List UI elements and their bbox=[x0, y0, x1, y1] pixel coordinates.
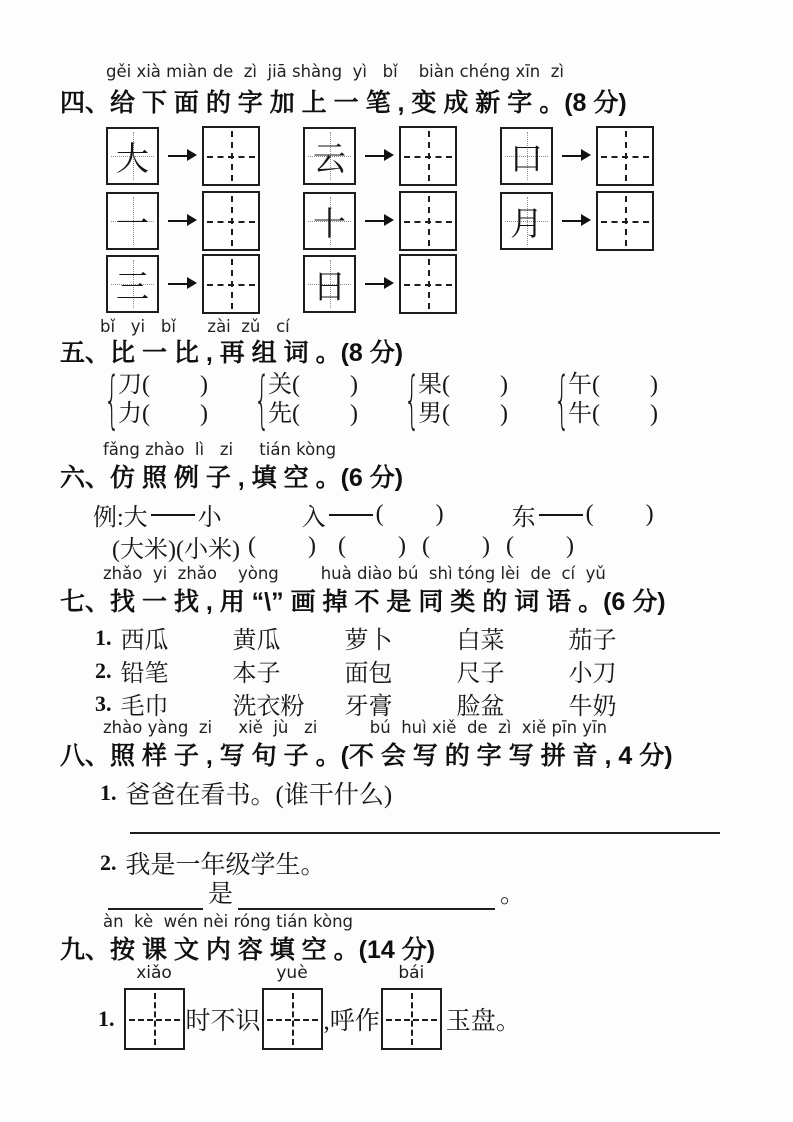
paren-open: ( bbox=[592, 401, 600, 427]
word: 白菜 bbox=[456, 628, 505, 654]
paren-close: ) bbox=[200, 401, 208, 427]
source-char-box bbox=[303, 255, 356, 313]
pair-char: 果 bbox=[418, 372, 442, 398]
brace-icon: { bbox=[254, 363, 270, 436]
paren-open: ( bbox=[292, 401, 300, 427]
answer-box bbox=[596, 126, 654, 186]
period: 。 bbox=[500, 881, 526, 908]
box-pinyin-label: xiǎo bbox=[136, 963, 172, 983]
word: 毛巾 bbox=[120, 694, 169, 720]
pinyin-answer-box bbox=[262, 963, 323, 1050]
box-guide-line bbox=[404, 156, 452, 158]
paren-open: ( bbox=[442, 401, 450, 427]
pair-column bbox=[418, 371, 508, 429]
paren-open: ( bbox=[442, 372, 450, 398]
item-number: 2. bbox=[95, 657, 112, 683]
compare-pair bbox=[98, 363, 248, 436]
section8-title: 八、照 样 子 , 写 句 子 。(不 会 写 的 字 写 拼 音 , 4 分) bbox=[60, 742, 673, 770]
source-char: 一 bbox=[116, 206, 149, 243]
arrow-right-icon bbox=[168, 220, 194, 223]
section4-pinyin: gěi xià miàn de zì jiā shàng yì bǐ biàn chéng xīn zì bbox=[106, 62, 564, 81]
box-guide-line bbox=[207, 284, 255, 286]
add-stroke-item bbox=[303, 191, 500, 251]
box-guide-line bbox=[231, 131, 233, 181]
word: 萝卜 bbox=[344, 628, 393, 654]
word: 茄子 bbox=[568, 628, 617, 654]
sentence-text: 爸爸在看书。(谁干什么) bbox=[125, 782, 393, 809]
box-guide-line bbox=[207, 221, 255, 223]
example-word: 大 bbox=[123, 505, 148, 531]
add-stroke-item bbox=[106, 126, 303, 186]
box-guide-line bbox=[231, 196, 233, 246]
section9-title: 九、按 课 文 内 容 填 空 。(14 分) bbox=[60, 936, 436, 964]
paren-close: ) bbox=[650, 372, 658, 398]
paren-close: ) bbox=[645, 501, 654, 527]
item-number: 1. bbox=[98, 1006, 115, 1031]
add-stroke-item bbox=[303, 126, 500, 186]
brace-icon: { bbox=[404, 363, 420, 436]
paren-open: ( bbox=[585, 501, 594, 527]
word: 面包 bbox=[344, 661, 393, 687]
verse-text: 时不识 bbox=[185, 1008, 261, 1035]
answer-box bbox=[399, 126, 457, 186]
source-char: 十 bbox=[313, 206, 346, 243]
item-number: 1. bbox=[95, 624, 112, 650]
item-number: 1. bbox=[100, 780, 117, 805]
word: 小刀 bbox=[568, 661, 617, 687]
paren-close: ) bbox=[200, 372, 208, 398]
box-guide-line bbox=[267, 1019, 318, 1021]
paren-open: ( bbox=[592, 372, 600, 398]
box-guide-line bbox=[404, 221, 452, 223]
section7-pinyin: zhǎo yi zhǎo yòng huà diào bú shì tóng lèi de cí yǔ bbox=[103, 564, 606, 583]
word: 脸盆 bbox=[456, 694, 505, 720]
text-fill-row bbox=[98, 963, 521, 1050]
paren-close: ) bbox=[500, 401, 508, 427]
pair-column bbox=[568, 371, 658, 429]
arrow-right-icon bbox=[562, 220, 588, 223]
example-label: 例: bbox=[93, 505, 124, 531]
pair-char: 先 bbox=[268, 401, 292, 427]
answer-box bbox=[381, 988, 442, 1050]
section8-pinyin: zhào yàng zi xiě jù zi bú huì xiě de zì xiě pīn yīn bbox=[103, 718, 608, 737]
answer-box bbox=[596, 191, 654, 251]
paren-close: ) bbox=[565, 533, 574, 559]
word-list-row bbox=[95, 653, 617, 688]
answer-box bbox=[262, 988, 323, 1050]
paren-open: ( bbox=[421, 533, 430, 559]
add-stroke-item bbox=[106, 254, 303, 314]
pinyin-answer-box bbox=[124, 963, 185, 1050]
paren-open: ( bbox=[142, 401, 150, 427]
box-guide-line bbox=[601, 156, 649, 158]
verse-text: ,呼作 bbox=[323, 1008, 380, 1035]
sentence-text: 我是一年级学生。 bbox=[125, 852, 326, 879]
paren-open: ( bbox=[505, 533, 514, 559]
paren-open: ( bbox=[375, 501, 384, 527]
arrow-right-icon bbox=[365, 283, 391, 286]
add-stroke-row bbox=[106, 254, 500, 314]
compare-pair bbox=[248, 363, 398, 436]
arrow-right-icon bbox=[562, 155, 588, 158]
paren-open: ( bbox=[292, 372, 300, 398]
box-guide-line bbox=[207, 156, 255, 158]
compare-pairs-row bbox=[98, 363, 698, 436]
box-guide-line bbox=[428, 259, 430, 309]
answer-blank bbox=[238, 878, 495, 910]
example-word: 小 bbox=[197, 505, 222, 531]
answer-box bbox=[399, 254, 457, 314]
answer-box bbox=[124, 988, 185, 1050]
pair-column bbox=[118, 371, 208, 429]
paren-close: ) bbox=[500, 372, 508, 398]
fill-word: 是 bbox=[208, 881, 234, 908]
pair-char: 力 bbox=[118, 401, 142, 427]
section7-title: 七、找 一 找 , 用 “\” 画 掉 不 是 同 类 的 词 语 。(6 分) bbox=[60, 588, 666, 616]
question-word: 东 bbox=[511, 505, 536, 531]
source-char-box bbox=[106, 255, 159, 313]
long-dash bbox=[329, 514, 373, 516]
source-char: 大 bbox=[116, 141, 149, 178]
section4-title: 四、给 下 面 的 字 加 上 一 笔 , 变 成 新 字 。(8 分) bbox=[60, 89, 627, 117]
source-char-box bbox=[106, 127, 159, 185]
compare-pair bbox=[398, 363, 548, 436]
answer-box bbox=[202, 126, 260, 186]
section6-pinyin: fǎng zhào lì zi tián kòng bbox=[103, 440, 337, 459]
answer-line bbox=[130, 832, 720, 834]
paren-close: ) bbox=[435, 501, 444, 527]
example-answer-row bbox=[112, 529, 574, 564]
source-char-box bbox=[500, 127, 553, 185]
box-guide-line bbox=[428, 196, 430, 246]
filled-answer: (大米) bbox=[112, 537, 176, 563]
box-guide-line bbox=[154, 993, 156, 1045]
word: 牛奶 bbox=[568, 694, 617, 720]
source-char-box bbox=[106, 192, 159, 250]
pair-char: 午 bbox=[568, 372, 592, 398]
answer-blank bbox=[108, 878, 203, 910]
source-char: 三 bbox=[116, 269, 149, 306]
answer-box bbox=[202, 191, 260, 251]
box-guide-line bbox=[292, 993, 294, 1045]
source-char-box bbox=[303, 127, 356, 185]
paren-close: ) bbox=[350, 372, 358, 398]
arrow-right-icon bbox=[365, 155, 391, 158]
paren-close: ) bbox=[397, 533, 406, 559]
paren-open: ( bbox=[337, 533, 346, 559]
pair-char: 牛 bbox=[568, 401, 592, 427]
paren-close: ) bbox=[481, 533, 490, 559]
pair-char: 刀 bbox=[118, 372, 142, 398]
verse-text: 玉盘。 bbox=[445, 1008, 521, 1035]
paren-close: ) bbox=[650, 401, 658, 427]
add-stroke-row bbox=[106, 126, 697, 186]
paren-close: ) bbox=[307, 533, 316, 559]
pinyin-answer-box bbox=[381, 963, 442, 1050]
word: 铅笔 bbox=[120, 661, 169, 687]
section5-title: 五、比 一 比 , 再 组 词 。(8 分) bbox=[60, 339, 404, 367]
answer-box bbox=[202, 254, 260, 314]
section9-pinyin: àn kè wén nèi róng tián kòng bbox=[103, 912, 354, 931]
box-guide-line bbox=[231, 259, 233, 309]
box-guide-line bbox=[386, 1019, 437, 1021]
box-guide-line bbox=[601, 221, 649, 223]
add-stroke-item bbox=[106, 191, 303, 251]
brace-icon: { bbox=[554, 363, 570, 436]
question-word: 入 bbox=[301, 505, 326, 531]
compare-pair bbox=[548, 363, 698, 436]
source-char: 月 bbox=[510, 206, 543, 243]
sentence-item bbox=[100, 775, 392, 811]
answer-box bbox=[399, 191, 457, 251]
arrow-right-icon bbox=[168, 155, 194, 158]
item-number: 2. bbox=[100, 850, 117, 875]
word: 洗衣粉 bbox=[232, 694, 305, 720]
add-stroke-row bbox=[106, 191, 697, 251]
word: 黄瓜 bbox=[232, 628, 281, 654]
long-dash bbox=[539, 514, 583, 516]
box-guide-line bbox=[411, 993, 413, 1045]
arrow-right-icon bbox=[365, 220, 391, 223]
section5-pinyin: bǐ yi bǐ zài zǔ cí bbox=[100, 317, 290, 336]
add-stroke-item bbox=[500, 126, 697, 186]
word-list-row bbox=[95, 686, 617, 721]
example-row bbox=[93, 497, 654, 532]
add-stroke-item bbox=[500, 191, 697, 251]
paren-close: ) bbox=[350, 401, 358, 427]
word: 西瓜 bbox=[120, 628, 169, 654]
source-char: 口 bbox=[510, 141, 543, 178]
item-number: 3. bbox=[95, 690, 112, 716]
source-char: 云 bbox=[313, 141, 346, 178]
long-dash bbox=[151, 514, 195, 516]
box-guide-line bbox=[404, 284, 452, 286]
box-guide-line bbox=[129, 1019, 180, 1021]
word: 本子 bbox=[232, 661, 281, 687]
box-guide-line bbox=[625, 131, 627, 181]
box-guide-line bbox=[428, 131, 430, 181]
section6-title: 六、仿 照 例 子 , 填 空 。(6 分) bbox=[60, 464, 404, 492]
source-char-box bbox=[303, 192, 356, 250]
pair-char: 关 bbox=[268, 372, 292, 398]
source-char-box bbox=[500, 192, 553, 250]
box-pinyin-label: bái bbox=[398, 963, 425, 983]
box-guide-line bbox=[625, 196, 627, 246]
source-char: 日 bbox=[313, 269, 346, 306]
add-stroke-item bbox=[303, 254, 500, 314]
arrow-right-icon bbox=[168, 283, 194, 286]
paren-open: ( bbox=[247, 533, 256, 559]
pair-char: 男 bbox=[418, 401, 442, 427]
paren-open: ( bbox=[142, 372, 150, 398]
pair-column bbox=[268, 371, 358, 429]
box-pinyin-label: yuè bbox=[276, 963, 308, 983]
filled-answer: (小米) bbox=[175, 537, 240, 563]
word: 牙膏 bbox=[344, 694, 393, 720]
fill-sentence-row bbox=[108, 874, 525, 910]
word-list-row bbox=[95, 620, 617, 655]
word: 尺子 bbox=[456, 661, 505, 687]
brace-icon: { bbox=[104, 363, 120, 436]
